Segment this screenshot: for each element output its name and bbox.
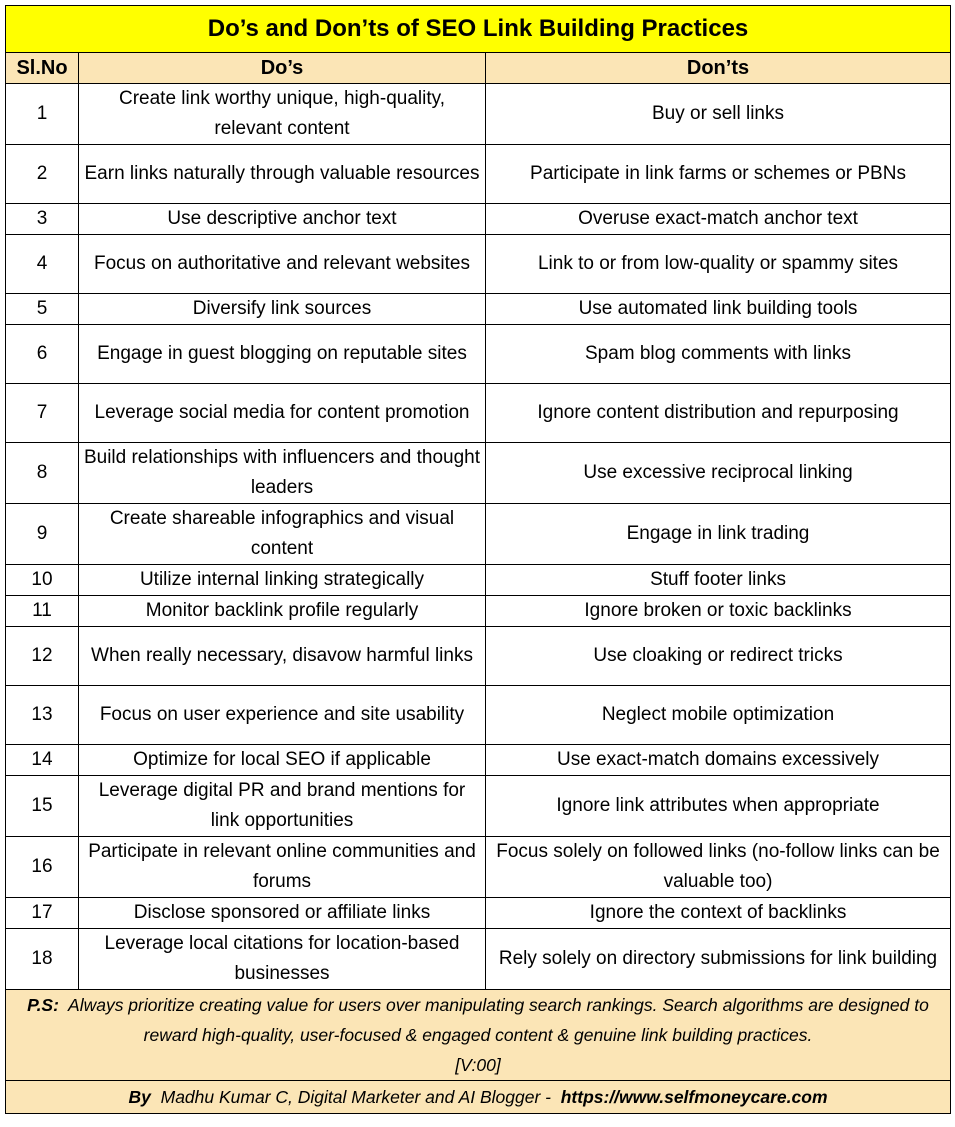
version-tag: [V:00]: [455, 1055, 501, 1075]
dont-item: Use excessive reciprocal linking: [486, 443, 951, 504]
table-row: [6, 776, 951, 837]
dont-item: Focus solely on followed links (no-follow links can be valuable too): [486, 837, 951, 898]
ps-text: Always prioritize creating value for users over manipulating search rankings. Search algorithms are designed to reward high-quality, user-focused & engaged content & genuine link building practices.: [68, 995, 929, 1045]
do-item: Use descriptive anchor text: [79, 204, 486, 235]
table-row: [6, 596, 951, 627]
dont-item: Overuse exact-match anchor text: [486, 204, 951, 235]
table-row: [6, 929, 951, 990]
table-row: [6, 627, 951, 686]
header-donts: Don’ts: [486, 53, 951, 84]
do-item: Utilize internal linking strategically: [79, 565, 486, 596]
row-number: 5: [6, 294, 79, 325]
table-row: [6, 235, 951, 294]
dont-item: Ignore broken or toxic backlinks: [486, 596, 951, 627]
do-item: Diversify link sources: [79, 294, 486, 325]
table-row: [6, 294, 951, 325]
row-number: 8: [6, 443, 79, 504]
dont-item: Rely solely on directory submissions for link building: [486, 929, 951, 990]
do-item: Create shareable infographics and visual content: [79, 504, 486, 565]
dont-item: Neglect mobile optimization: [486, 686, 951, 745]
dont-item: Engage in link trading: [486, 504, 951, 565]
row-number: 12: [6, 627, 79, 686]
row-number: 4: [6, 235, 79, 294]
row-number: 15: [6, 776, 79, 837]
row-number: 1: [6, 84, 79, 145]
table-row: [6, 384, 951, 443]
dont-item: Link to or from low-quality or spammy sites: [486, 235, 951, 294]
do-item: Earn links naturally through valuable resources: [79, 145, 486, 204]
table-row: [6, 504, 951, 565]
dont-item: Use exact-match domains excessively: [486, 745, 951, 776]
table-title: Do’s and Don’ts of SEO Link Building Practices: [6, 6, 951, 53]
table-row: [6, 145, 951, 204]
author-url: https://www.selfmoneycare.com: [560, 1087, 828, 1107]
do-item: Build relationships with influencers and thought leaders: [79, 443, 486, 504]
do-item: Disclose sponsored or affiliate links: [79, 898, 486, 929]
row-number: 16: [6, 837, 79, 898]
do-item: When really necessary, disavow harmful links: [79, 627, 486, 686]
header-dos: Do’s: [79, 53, 486, 84]
row-number: 11: [6, 596, 79, 627]
table-row: [6, 745, 951, 776]
do-item: Leverage local citations for location-based businesses: [79, 929, 486, 990]
row-number: 9: [6, 504, 79, 565]
table-row: [6, 204, 951, 235]
do-item: Create link worthy unique, high-quality, relevant content: [79, 84, 486, 145]
do-item: Engage in guest blogging on reputable sites: [79, 325, 486, 384]
dont-item: Participate in link farms or schemes or PBNs: [486, 145, 951, 204]
table-row: [6, 84, 951, 145]
dont-item: Use automated link building tools: [486, 294, 951, 325]
dont-item: Use cloaking or redirect tricks: [486, 627, 951, 686]
do-item: Optimize for local SEO if applicable: [79, 745, 486, 776]
do-item: Leverage digital PR and brand mentions for link opportunities: [79, 776, 486, 837]
row-number: 18: [6, 929, 79, 990]
do-item: Participate in relevant online communities and forums: [79, 837, 486, 898]
author-credit: [6, 1081, 951, 1114]
row-number: 14: [6, 745, 79, 776]
table-row: [6, 443, 951, 504]
dont-item: Ignore content distribution and repurposing: [486, 384, 951, 443]
row-number: 13: [6, 686, 79, 745]
ps-label: P.S:: [27, 995, 59, 1015]
row-number: 10: [6, 565, 79, 596]
do-item: Focus on user experience and site usability: [79, 686, 486, 745]
table-row: [6, 837, 951, 898]
author-name: Madhu Kumar C, Digital Marketer and AI Blogger -: [160, 1087, 551, 1107]
dont-item: Stuff footer links: [486, 565, 951, 596]
ps-note: [6, 990, 951, 1081]
dont-item: Ignore the context of backlinks: [486, 898, 951, 929]
row-number: 2: [6, 145, 79, 204]
row-number: 6: [6, 325, 79, 384]
header-sl-no: Sl.No: [6, 53, 79, 84]
dont-item: Buy or sell links: [486, 84, 951, 145]
do-item: Focus on authoritative and relevant websites: [79, 235, 486, 294]
row-number: 7: [6, 384, 79, 443]
do-item: Monitor backlink profile regularly: [79, 596, 486, 627]
dont-item: Spam blog comments with links: [486, 325, 951, 384]
table-row: [6, 565, 951, 596]
table-row: [6, 686, 951, 745]
by-label: By: [128, 1087, 151, 1107]
table-row: [6, 325, 951, 384]
seo-link-building-table: [5, 5, 951, 1114]
row-number: 17: [6, 898, 79, 929]
dont-item: Ignore link attributes when appropriate: [486, 776, 951, 837]
table-body: [6, 84, 951, 990]
row-number: 3: [6, 204, 79, 235]
do-item: Leverage social media for content promotion: [79, 384, 486, 443]
table-row: [6, 898, 951, 929]
